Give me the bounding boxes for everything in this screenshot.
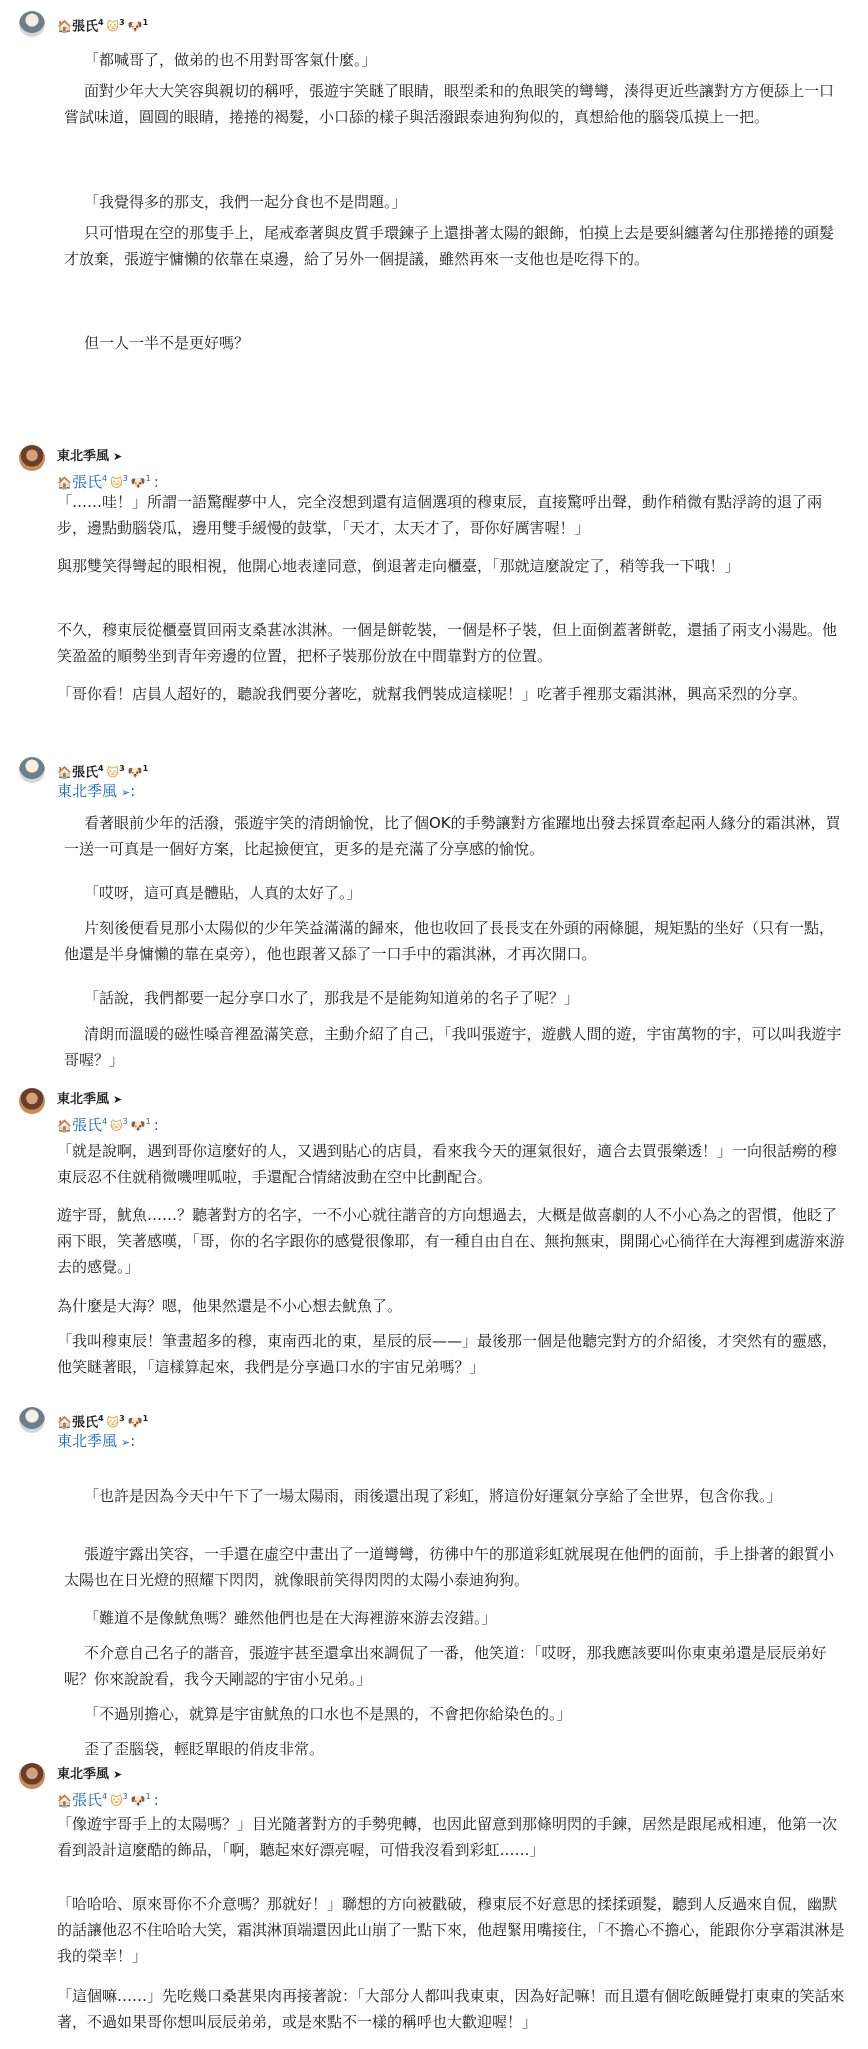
reply-author: 張氏 [71,1791,102,1809]
paragraph: 只可惜現在空的那隻手上，尾戒牽著與皮質手環鍊子上還掛著太陽的銀飾，怕摸上去是要糾纏著勾住那捲捲的頭髮才放棄，張遊宇慵懶的依靠在桌邊，給了另外一個提議，雖然再來一支他也是吃得下的。 [64,224,835,268]
paragraph: 「……哇！」所謂一語驚醒夢中人，完全沒想到還有這個選項的穆東辰，直接驚呼出聲，動作稍微有點浮誇的退了兩步，邊點動腦袋瓜，邊用雙手緩慢的鼓掌，「天才，太天才了，哥你好厲害喔！」 [57,493,823,537]
badge-count: 4 [101,474,108,483]
reply-author: 張氏 [71,1116,102,1134]
dog-icon: 🐶 [130,1794,146,1808]
dog-icon: 🐶 [127,765,143,780]
reply-author: 張氏 [71,473,102,491]
author-name: 東北季風 [57,1092,110,1107]
cat-icon: 🐱 [110,1794,123,1808]
author-name: 張氏 [71,19,98,35]
avatar[interactable] [19,1407,45,1433]
reply-arrow-icon: ➢ [121,786,131,799]
paragraph: 「也許是因為今天中午下了一場太陽雨，雨後還出現了彩虹，將這份好運氣分享給了全世界，包含你我。」 [84,1487,782,1505]
reply-arrow-icon: ➤ [113,1768,123,1781]
paragraph: 張遊宇露出笑容，一手還在虛空中畫出了一道彎彎，彷彿中午的那道彩虹就展現在他們的面前，手上掛著的銀質小太陽也在日光燈的照耀下閃閃，就像眼前笑得閃閃的太陽小泰迪狗狗。 [64,1545,835,1589]
badge-count: 1 [142,764,149,773]
badge-count: 1 [142,18,149,27]
author-name: 東北季風 [57,449,110,464]
badge-count: 3 [122,1792,128,1801]
post-4 [0,1088,868,1388]
badge-count: 3 [122,474,128,483]
reply-reference[interactable]: 🏠張氏$^4$ 🐱$^3$ 🐶$^1$ : [57,1791,159,1809]
author[interactable] [57,1766,122,1784]
badge-count: 3 [119,1414,125,1423]
reply-reference[interactable]: 🏠張氏$^4$ 🐱$^3$ 🐶$^1$ : [57,473,159,491]
paragraph: 「哎呀，這可真是體貼，人真的太好了。」 [84,884,362,902]
avatar[interactable] [19,1763,45,1789]
paragraph: 「難道不是像魷魚嗎？雖然他們也是在大海裡游來游去沒錯。」 [84,1609,497,1627]
paragraph: 為什麼是大海？嗯，他果然還是不小心想去魷魚了。 [57,1297,403,1315]
paragraph: 看著眼前少年的活潑，張遊宇笑的清朗愉悅，比了個OK的手勢讓對方雀躍地出發去採買牽起兩人緣分的霜淇淋，買一送一可真是一個好方案，比起撿便宜，更多的是充滿了分享感的愉悅。 [64,814,841,858]
badge-count: 4 [97,1414,104,1423]
house-icon: 🏠 [57,476,72,490]
author[interactable] [57,1410,151,1432]
cat-icon: 🐱 [110,476,123,490]
badge-count: 4 [101,1117,108,1126]
author[interactable] [57,760,151,782]
cat-icon: 🐱 [110,1119,123,1133]
avatar[interactable] [19,1088,45,1114]
reply-author: 東北季風 [57,1432,118,1450]
paragraph: 「就是說啊，遇到哥你這麼好的人，又遇到貼心的店員，看來我今天的運氣很好，適合去買張樂透！」一向很話癆的穆東辰忍不住就稍微嘰哩呱啦，手還配合情緒波動在空中比劃配合。 [57,1142,838,1186]
badge-count: 4 [97,764,104,773]
cat-icon: 🐱 [106,1415,120,1430]
paragraph: 片刻後便看見那小太陽似的少年笑益滿滿的歸來，他也收回了長長支在外頭的兩條腿，規矩點的坐好（只有一點，他還是半身慵懶的靠在桌旁），他也跟著又舔了一口手中的霜淇淋，才再次開口。 [64,919,835,963]
author[interactable] [57,14,151,36]
house-icon: 🏠 [57,765,72,780]
paragraph: 「我叫穆東辰！筆畫超多的穆，東南西北的東，星辰的辰——」最後那一個是他聽完對方的介紹後，才突然有的靈感，他笑瞇著眼，「這樣算起來，我們是分享過口水的宇宙兄弟嗎？」 [57,1332,838,1376]
dog-icon: 🐶 [130,1119,146,1133]
reply-reference[interactable]: 東北季風 ➢: [57,782,136,800]
house-icon: 🏠 [57,19,72,34]
post-1 [0,11,868,352]
badge-count: 1 [145,1792,151,1801]
badge-count: 3 [122,1117,128,1126]
post-2 [0,445,868,745]
house-icon: 🏠 [57,1794,72,1808]
paragraph: 歪了歪腦袋，輕眨單眼的俏皮非常。 [84,1740,325,1758]
paragraph: 與那雙笑得彎起的眼相視，他開心地表達同意，倒退著走向櫃臺，「那就這麼說定了，稍等我一下哦！」 [57,557,740,575]
badge-count: 3 [119,18,125,27]
post-3 [0,757,868,1069]
badge-count: 1 [142,1414,149,1423]
cat-icon: 🐱 [106,765,120,780]
paragraph: 「話說，我們都要一起分享口水了，那我是不是能夠知道弟的名子了呢？」 [84,989,580,1007]
reply-reference[interactable]: 🏠張氏$^4$ 🐱$^3$ 🐶$^1$ : [57,1116,159,1134]
author-name: 張氏 [71,1415,98,1431]
author[interactable] [57,448,122,466]
cat-icon: 🐱 [106,19,120,34]
badge-count: 4 [101,1792,108,1801]
paragraph: 不介意自己名子的諧音，張遊宇甚至還拿出來調侃了一番，他笑道：「哎呀，那我應該要叫你東東弟還是辰辰弟好呢？你來說說看，我今天剛認的宇宙小兄弟。」 [64,1644,827,1688]
paragraph: 但一人一半不是更好嗎？ [84,334,250,352]
dog-icon: 🐶 [127,1415,143,1430]
reply-reference[interactable]: 東北季風 ➢: [57,1432,136,1450]
paragraph: 「像遊宇哥手上的太陽嗎？」目光隨著對方的手勢兜轉，也因此留意到那條明閃的手鍊，居然是跟尾戒相連，他第一次看到設計這麼酷的飾品，「啊，聽起來好漂亮喔，可惜我沒看到彩虹……」 [57,1815,838,1859]
paragraph: 「哥你看！店員人超好的，聽說我們要分著吃，就幫我們裝成這樣呢！」吃著手裡那支霜淇淋，興高采烈的分享。 [57,685,808,703]
dog-icon: 🐶 [130,476,146,490]
paragraph: 遊宇哥，魷魚……？聽著對方的名字，一不小心就往諧音的方向想過去，大概是做喜劇的人不小心為之的習慣，他眨了兩下眼，笑著感嘆，「哥，你的名字跟你的感覺很像耶，有一種自由自在、無拘無束，開開心心徜徉在大海裡到處游來游去的感覺。」 [57,1206,845,1276]
author[interactable] [57,1091,122,1109]
reply-author: 東北季風 [57,782,118,800]
paragraph: 清朗而溫暖的磁性嗓音裡盈滿笑意，主動介紹了自己，「我叫張遊宇，遊戲人間的遊，宇宙萬物的宇，可以叫我遊宇哥喔？」 [64,1025,842,1069]
badge-count: 1 [145,1117,151,1126]
badge-count: 1 [145,474,151,483]
paragraph: 不久，穆東辰從櫃臺買回兩支桑葚冰淇淋。一個是餅乾裝，一個是杯子裝，但上面倒蓋著餅乾，還插了兩支小湯匙。他笑盈盈的順勢坐到青年旁邊的位置，把杯子裝那份放在中間靠對方的位置。 [57,621,838,665]
paragraph: 面對少年大大笑容與親切的稱呼，張遊宇笑瞇了眼睛，眼型柔和的魚眼笑的彎彎，湊得更近些讓對方方便舔上一口嘗試味道，圓圓的眼睛，捲捲的褐髮，小口舔的樣子與活潑跟泰迪狗狗似的，真想給他的腦袋瓜摸上一把。 [64,82,835,126]
house-icon: 🏠 [57,1119,72,1133]
dog-icon: 🐶 [127,19,143,34]
reply-arrow-icon: ➤ [113,450,123,463]
reply-arrow-icon: ➤ [113,1093,123,1106]
avatar[interactable] [19,757,45,783]
avatar[interactable] [19,11,45,37]
author-name: 東北季風 [57,1767,110,1782]
house-icon: 🏠 [57,1415,72,1430]
avatar[interactable] [19,445,45,471]
paragraph: 「不過別擔心，就算是宇宙魷魚的口水也不是黑的，不會把你給染色的。」 [84,1705,572,1723]
badge-count: 4 [97,18,104,27]
post-5 [0,1407,868,1758]
post-6 [0,1763,868,2043]
paragraph: 「這個嘛……」先吃幾口桑葚果肉再接著說：「大部分人都叫我東東，因為好記嘛！而且還有個吃飯睡覺打東東的笑話來著，不過如果哥你想叫辰辰弟弟，或是來點不一樣的稱呼也大歡迎喔！」 [57,1987,845,2031]
paragraph: 「我覺得多的那支，我們一起分食也不是問題。」 [84,193,407,211]
paragraph: 「都喊哥了，做弟的也不用對哥客氣什麼。」 [84,51,377,69]
reply-arrow-icon: ➢ [121,1436,131,1449]
paragraph: 「哈哈哈、原來哥你不介意嗎？那就好！」聯想的方向被戳破，穆東辰不好意思的揉揉頭髮，聽到人反過來自侃，幽默的話讓他忍不住哈哈大笑，霜淇淋頂端還因此山崩了一點下來，他趕緊用嘴接住，「不擔心不擔心，能跟你分享霜淇淋是我的榮幸！」 [57,1895,845,1965]
badge-count: 3 [119,764,125,773]
author-name: 張氏 [71,765,98,781]
